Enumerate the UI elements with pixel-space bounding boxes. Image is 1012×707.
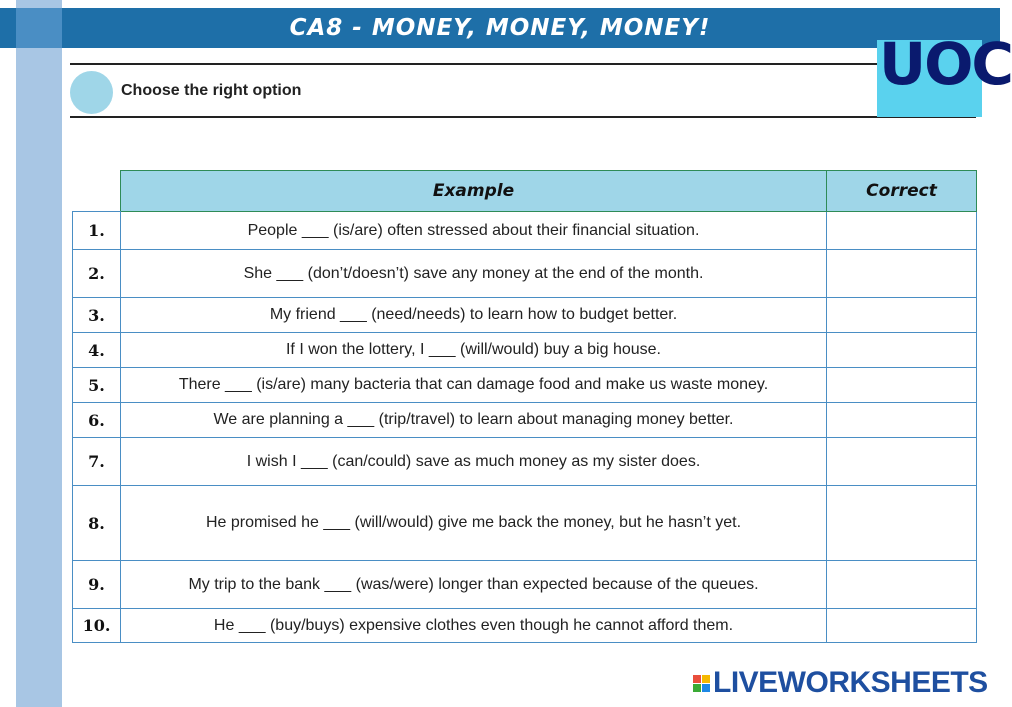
brand-square bbox=[693, 675, 701, 683]
row-number: 6. bbox=[73, 403, 121, 438]
row-sentence: She ___ (don’t/doesn’t) save any money at the end of the month. bbox=[121, 250, 827, 298]
row-sentence: People ___ (is/are) often stressed about their financial situation. bbox=[121, 212, 827, 250]
row-sentence: My friend ___ (need/needs) to learn how to budget better. bbox=[121, 298, 827, 333]
header-blank bbox=[73, 171, 121, 212]
answer-cell[interactable] bbox=[827, 333, 977, 368]
table-row bbox=[73, 486, 977, 561]
table-row bbox=[73, 609, 977, 643]
answer-cell[interactable] bbox=[827, 438, 977, 486]
header-example: Example bbox=[121, 171, 827, 212]
answer-cell[interactable] bbox=[827, 250, 977, 298]
row-number: 8. bbox=[73, 486, 121, 561]
brand-square bbox=[702, 684, 710, 692]
table-row bbox=[73, 298, 977, 333]
answer-cell[interactable] bbox=[827, 609, 977, 643]
row-sentence: We are planning a ___ (trip/travel) to learn about managing money better. bbox=[121, 403, 827, 438]
page-title: CA8 - MONEY, MONEY, MONEY! bbox=[289, 15, 711, 41]
brand-name: LIVEWORKSHEETS bbox=[713, 666, 988, 699]
answer-cell[interactable] bbox=[827, 486, 977, 561]
brand-squares-icon bbox=[693, 675, 710, 692]
table-row bbox=[73, 561, 977, 609]
row-sentence: There ___ (is/are) many bacteria that can damage food and make us waste money. bbox=[121, 368, 827, 403]
row-sentence: If I won the lottery, I ___ (will/would) buy a big house. bbox=[121, 333, 827, 368]
table-row bbox=[73, 368, 977, 403]
row-number: 4. bbox=[73, 333, 121, 368]
answer-cell[interactable] bbox=[827, 212, 977, 250]
uoc-logo bbox=[877, 30, 1012, 117]
row-number: 9. bbox=[73, 561, 121, 609]
answer-cell[interactable] bbox=[827, 298, 977, 333]
brand-square bbox=[702, 675, 710, 683]
table-row bbox=[73, 403, 977, 438]
row-number: 7. bbox=[73, 438, 121, 486]
table-row bbox=[73, 333, 977, 368]
row-number: 3. bbox=[73, 298, 121, 333]
title-bar-accent bbox=[16, 8, 62, 48]
top-divider bbox=[70, 63, 976, 65]
instruction-text: Choose the right option bbox=[121, 82, 302, 99]
row-sentence: He promised he ___ (will/would) give me back the money, but he hasn’t yet. bbox=[121, 486, 827, 561]
left-margin-strip bbox=[16, 0, 62, 707]
row-number: 10. bbox=[73, 609, 121, 643]
table-row bbox=[73, 438, 977, 486]
liveworksheets-brand bbox=[693, 666, 988, 700]
row-sentence: He ___ (buy/buys) expensive clothes even though he cannot afford them. bbox=[121, 609, 827, 643]
instruction-bullet-icon bbox=[70, 71, 113, 114]
row-number: 1. bbox=[73, 212, 121, 250]
header-correct: Correct bbox=[827, 171, 977, 212]
table-row bbox=[73, 250, 977, 298]
answer-cell[interactable] bbox=[827, 403, 977, 438]
bottom-divider bbox=[70, 116, 976, 118]
row-number: 2. bbox=[73, 250, 121, 298]
uoc-logo-text: UOC bbox=[879, 30, 1012, 98]
brand-square bbox=[693, 684, 701, 692]
table-row bbox=[73, 212, 977, 250]
answer-cell[interactable] bbox=[827, 368, 977, 403]
answer-cell[interactable] bbox=[827, 561, 977, 609]
row-sentence: I wish I ___ (can/could) save as much money as my sister does. bbox=[121, 438, 827, 486]
row-sentence: My trip to the bank ___ (was/were) longer than expected because of the queues. bbox=[121, 561, 827, 609]
title-bar bbox=[0, 8, 1000, 48]
exercise-table bbox=[72, 170, 977, 643]
row-number: 5. bbox=[73, 368, 121, 403]
